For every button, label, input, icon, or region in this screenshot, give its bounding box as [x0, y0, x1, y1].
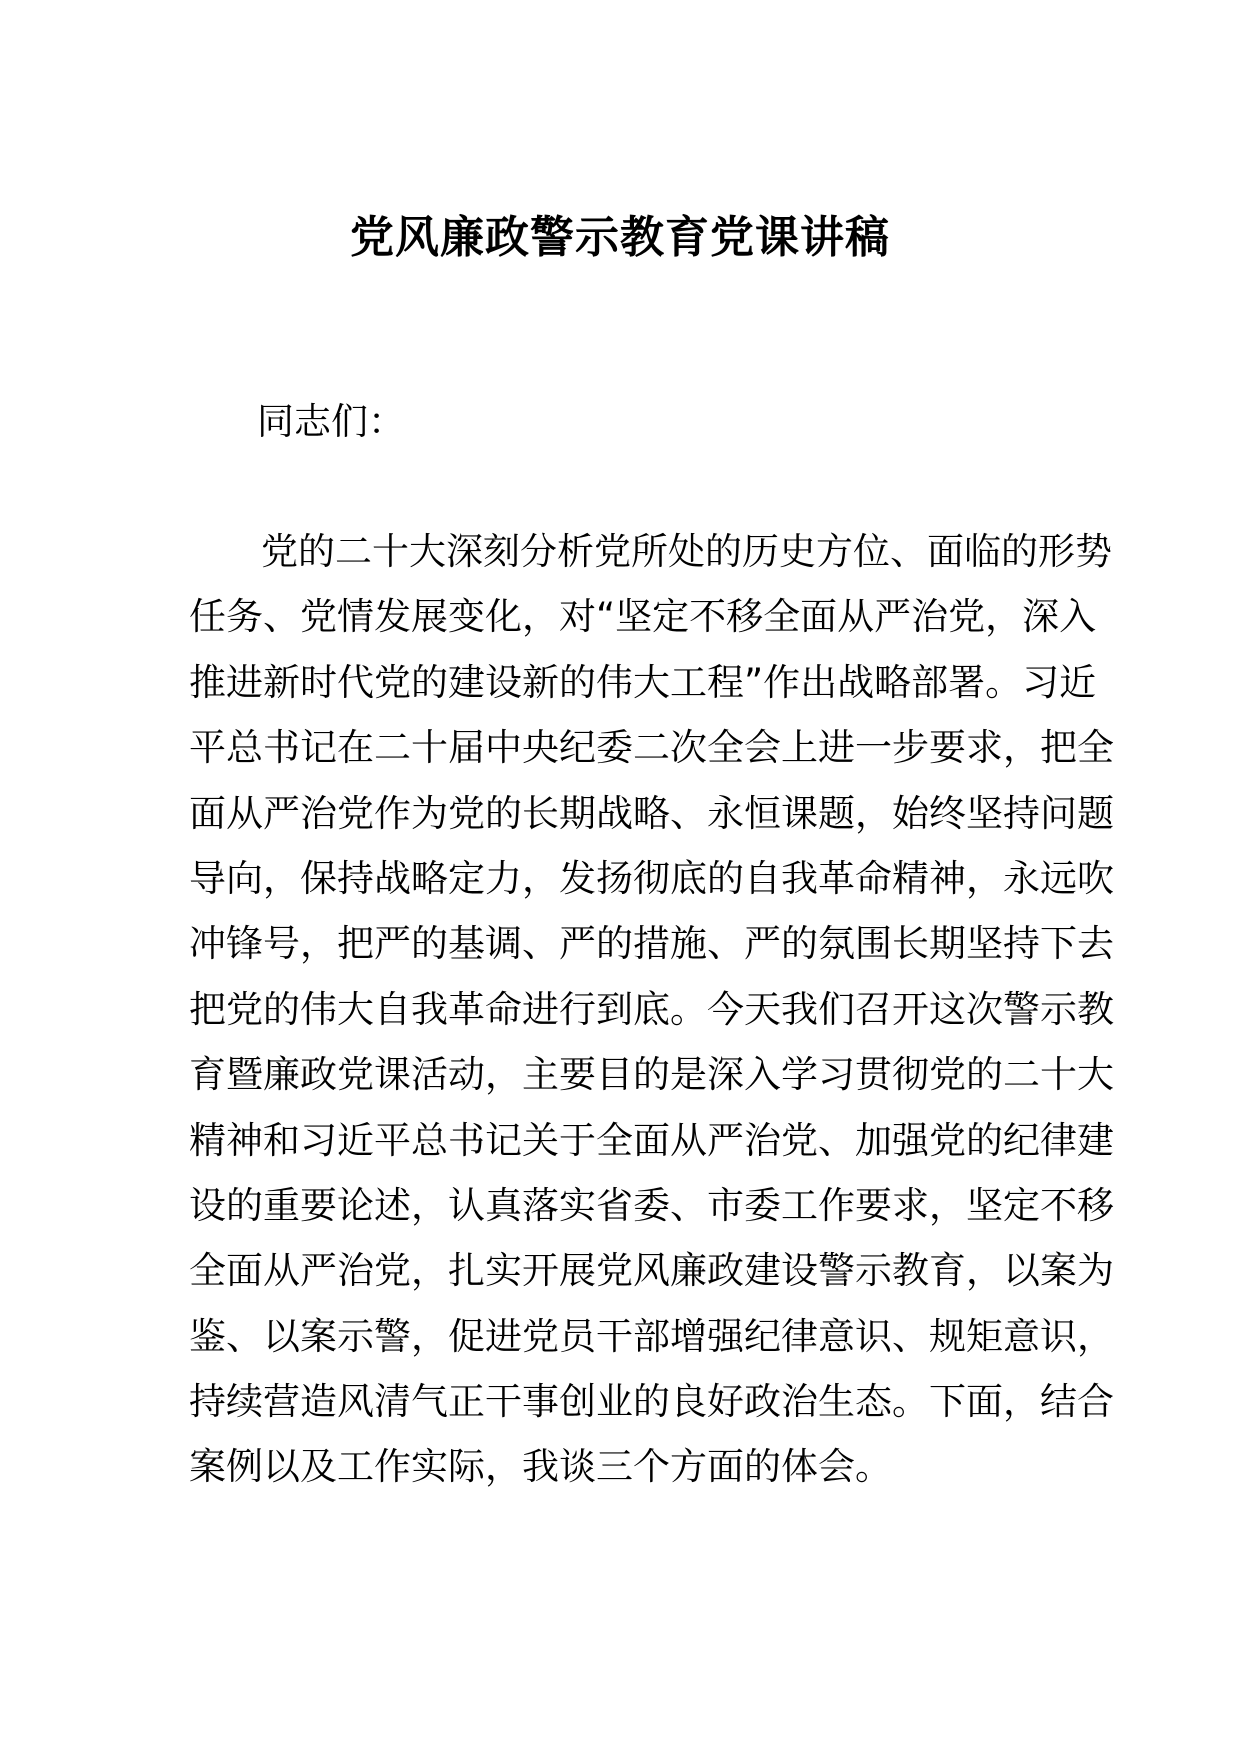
paragraph-line: 设的重要论述，认真落实省委、市委工作要求，坚定不移 — [189, 1183, 1114, 1227]
paragraph-line: 冲锋号，把严的基调、严的措施、严的氛围长期坚持下去 — [189, 922, 1114, 966]
paragraph-line: 案例以及工作实际，我谈三个方面的体会。 — [189, 1445, 892, 1489]
paragraph-line: 面从严治党作为党的长期战略、永恒课题，始终坚持问题 — [189, 791, 1114, 835]
paragraph-line: 把党的伟大自我革命进行到底。今天我们召开这次警示教 — [189, 987, 1114, 1031]
paragraph-line: 全面从严治党，扎实开展党风廉政建设警示教育，以案为 — [189, 1249, 1114, 1293]
paragraph-line: 鉴、以案示警，促进党员干部增强纪律意识、规矩意识， — [189, 1314, 1114, 1358]
document-title: 党风廉政警示教育党课讲稿 — [350, 212, 890, 263]
paragraph-line: 精神和习近平总书记关于全面从严治党、加强党的纪律建 — [189, 1118, 1114, 1162]
paragraph-line: 推进新时代党的建设新的伟大工程”作出战略部署。习近 — [189, 660, 1097, 704]
greeting: 同志们： — [257, 400, 405, 443]
paragraph-line: 育暨廉政党课活动，主要目的是深入学习贯彻党的二十大 — [189, 1053, 1114, 1097]
paragraph-line: 党的二十大深刻分析党所处的历史方位、面临的形势 — [261, 530, 1112, 573]
paragraph-line: 导向，保持战略定力，发扬彻底的自我革命精神，永远吹 — [189, 856, 1114, 900]
paragraph-line: 持续营造风清气正干事创业的良好政治生态。下面，结合 — [189, 1380, 1114, 1424]
paragraph-line: 平总书记在二十届中央纪委二次全会上进一步要求，把全 — [189, 726, 1114, 770]
paragraph-line: 任务、党情发展变化，对“坚定不移全面从严治党，深入 — [189, 595, 1097, 639]
body-paragraph — [189, 522, 1114, 1503]
